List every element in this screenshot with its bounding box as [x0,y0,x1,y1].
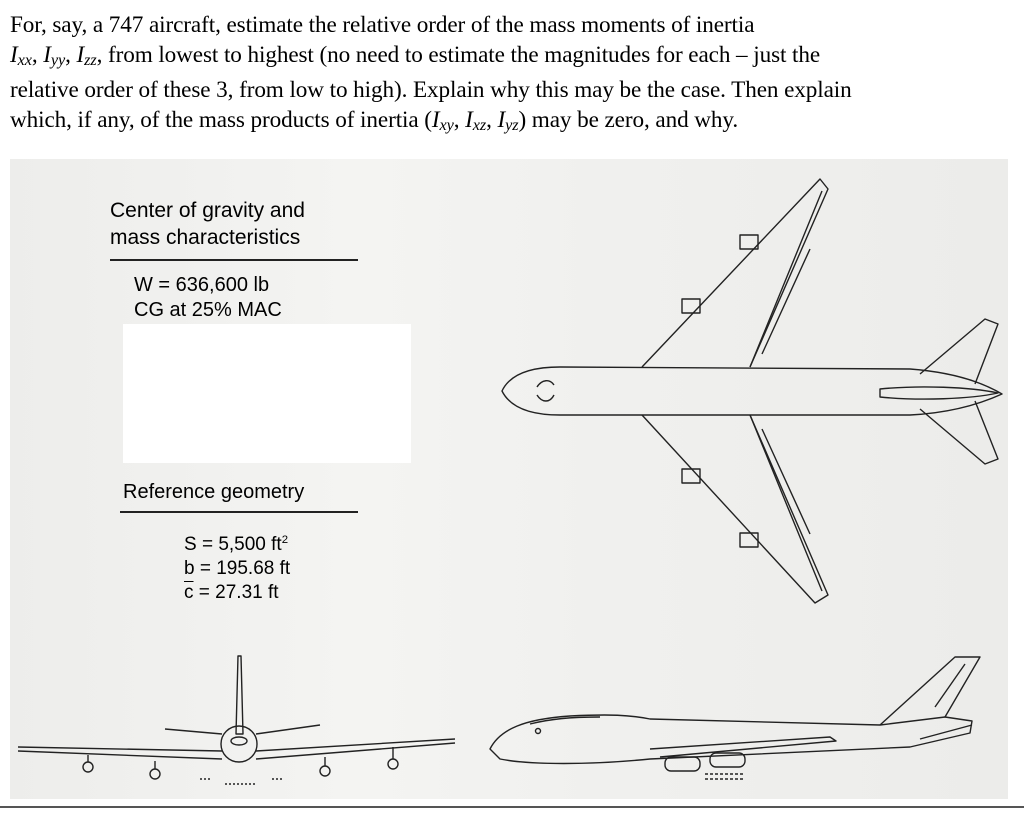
front-view-engine-1 [83,762,93,772]
top-view-wing-upper [642,179,828,367]
front-view-gear [200,779,282,784]
aircraft-figure [10,159,1008,799]
mean-chord-value: $\overline{c} = 27.31$ ft [184,582,279,603]
top-view-engine-1 [682,299,700,313]
front-view-engine-3 [320,766,330,776]
top-view-engine-4 [740,533,758,547]
front-view-fin [236,656,243,734]
question-text [10,10,1014,140]
question-line-4: which, if any, of the mass products of inertia ($I_{xy}$, $I_{xz}$, $I_{yz}$) may be zero, and why. [10,107,739,134]
top-view-h-stab-upper [920,319,998,384]
question-line-1: For, say, a 747 aircraft, estimate the relative order of the mass moments of inertia [10,12,755,38]
side-view-cockpit-window [536,729,541,734]
question-line-3: relative order of these 3, from low to high). Explain why this may be the case. Then explain [10,77,852,103]
symbol-ixx: $I_{xx}$ [10,42,32,69]
symbol-izz: $I_{zz}$ [76,42,97,69]
cg-heading: Center of gravity and mass characteristics [110,199,305,249]
top-view-wing-lower [642,415,828,603]
cg-value: CG at 25% MAC [134,299,282,321]
side-view-fin [880,657,980,725]
question-line-2: $I_{xx}$, $I_{yy}$, $I_{zz}$, from lowest to highest (no need to estimate the magnitudes for each – just the [10,42,821,69]
front-view-fuselage [221,726,257,762]
front-view-pylons [88,747,393,769]
top-view-flaps-lower [750,415,822,591]
reference-geometry-heading: Reference geometry [123,481,305,503]
bottom-divider [0,806,1024,808]
wing-span-value: b = 195.68 ft [184,558,291,579]
side-view-aircraft [490,657,980,779]
front-view-aircraft [18,656,455,784]
top-view-fuselage [502,367,1002,415]
symbol-iyz: $I_{yz}$ [497,107,519,134]
symbol-iyy: $I_{yy}$ [43,42,66,69]
weight-value: W = 636,600 lb [134,274,270,296]
front-view-windshield [231,737,247,745]
symbol-ixy: $I_{xy}$ [431,107,454,134]
front-view-engine-2 [150,769,160,779]
side-view-upper-deck [530,717,600,724]
top-view-cockpit [537,381,554,401]
symbol-ixz: $I_{xz}$ [465,107,487,134]
side-view-h-stab [920,725,972,739]
top-view-flaps-upper [750,191,822,367]
side-view-gear [705,774,745,779]
front-view-engine-4 [388,759,398,769]
side-view-fuselage [490,715,972,764]
aircraft-drawings [10,159,1008,799]
top-view-aircraft [502,179,1002,603]
top-view-h-stab-lower [920,401,998,464]
top-view-v-fin [880,387,998,399]
side-view-engine-1 [665,757,700,771]
wing-area-value: S = 5,500 $ft^2$ [184,534,289,555]
